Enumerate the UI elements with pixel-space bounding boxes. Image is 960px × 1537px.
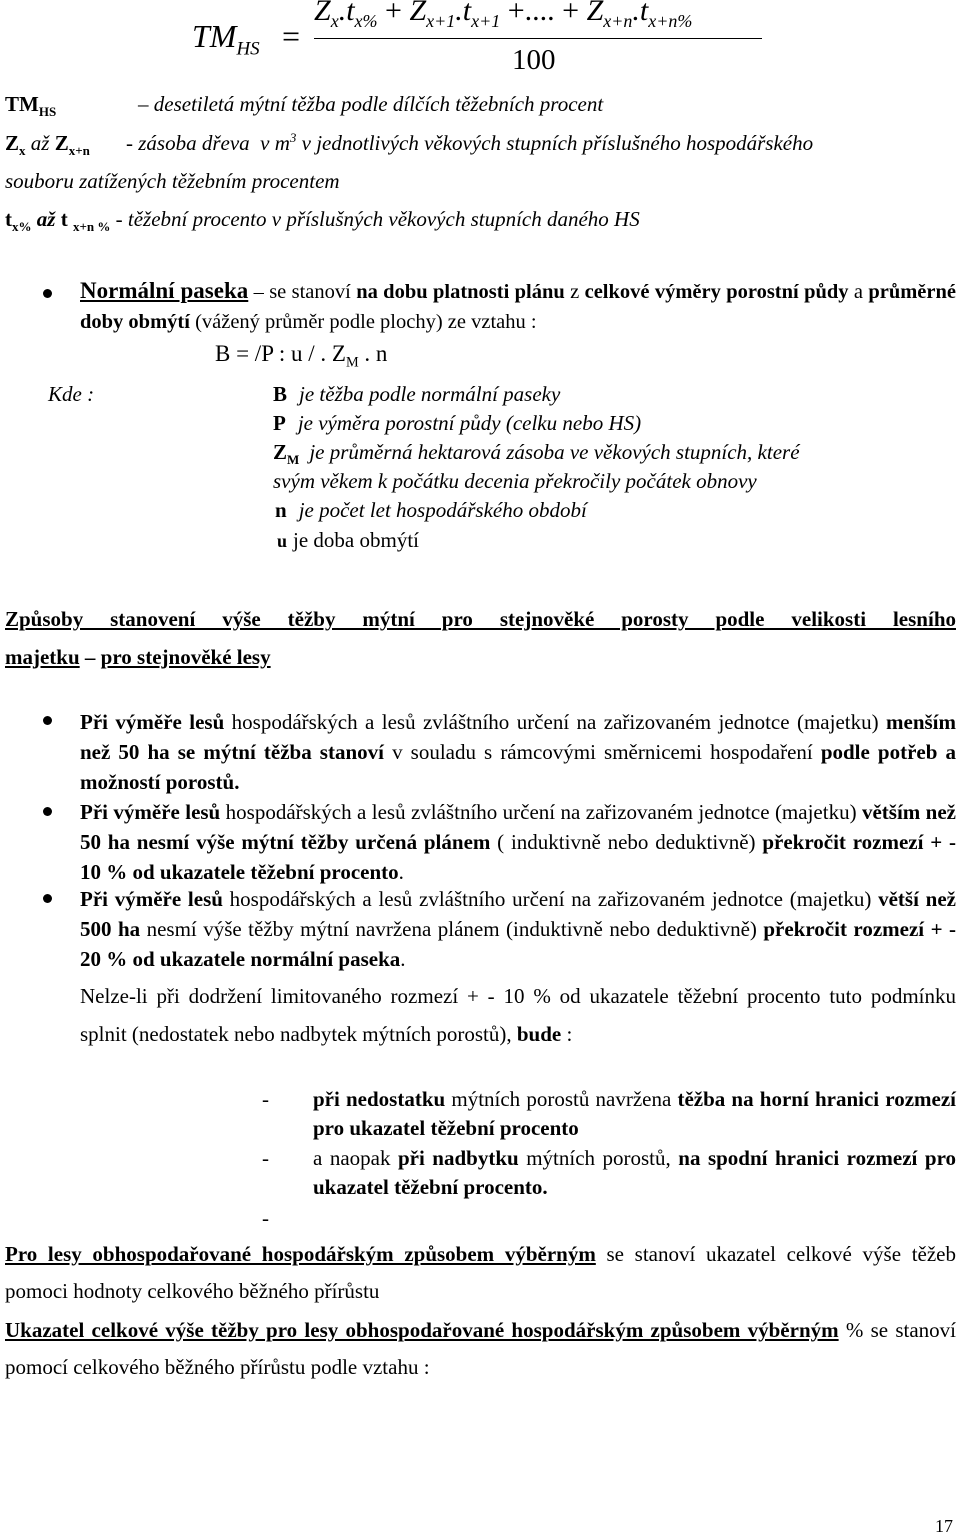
def-t-desc: - těžební procento v příslušných věkových stupních daného HS — [110, 207, 640, 231]
num-z1-sub: x — [330, 11, 339, 31]
kde-item-p — [273, 411, 641, 436]
def-z-b-sub: x+n — [68, 143, 90, 159]
bullet1-b1: Při výměře lesů — [80, 710, 225, 734]
formula-numerator — [314, 0, 693, 31]
num-plus: + — [377, 0, 410, 27]
def-t-b-sub: x+n % — [72, 219, 111, 235]
dash1-t1: mýtních porostů navržena — [445, 1087, 678, 1111]
def-z-b: Z — [54, 131, 69, 155]
section-heading-line1: Způsoby stanovení výše těžby mýtní pro stejnověké porosty podle velikosti lesního — [5, 607, 956, 631]
bullet2-t3: . — [398, 860, 404, 884]
num-t1: .t — [338, 0, 355, 27]
vyber-text: se stanoví ukazatel celkové výše těžeb pomoci hodnoty celkového běžného přírůstu — [5, 1242, 956, 1303]
dash2-b2: na spodní hranici rozmezí pro ukazatel těžební procento. — [313, 1146, 957, 1199]
kde-sym-u: u — [277, 531, 288, 551]
num-t2-sub: x+1 — [471, 11, 501, 31]
def-t-label — [5, 207, 640, 235]
bullet1-t2: v souladu s rámcovými směrnicemi hospodaření — [383, 740, 821, 764]
ukazatel-paragraph — [5, 1312, 956, 1386]
dash-item — [262, 1085, 956, 1143]
bullet2-b1: Při výměře lesů — [80, 800, 221, 824]
fraction-bar — [314, 38, 762, 39]
dash1-b2: těžba na horní hranici rozmezí pro ukazatel těžební procento — [313, 1087, 956, 1140]
def-tm-symbol: TM — [5, 92, 39, 116]
vyber-paragraph — [5, 1236, 956, 1310]
np-b2: celkové výměry porostní půdy — [584, 281, 849, 303]
kde-text-b: je těžba podle normální paseky — [299, 382, 561, 406]
def-tm-label — [5, 92, 57, 120]
formula-lhs — [192, 18, 260, 60]
bullet1-b3: podle potřeb a možností porostů — [80, 740, 956, 794]
bullet-icon — [43, 289, 52, 298]
def-z-label — [5, 131, 90, 159]
formula-lhs-sub: HS — [236, 38, 260, 60]
kde-sym-p: P — [273, 411, 286, 435]
np-formula-a: B = /P : u / . Z — [215, 341, 346, 366]
bullet-item — [80, 707, 956, 797]
np-formula-sub: M — [345, 354, 359, 371]
num-z3: Z — [586, 0, 604, 27]
nelze-t1: Nelze-li při dodržení limitovaného rozmezí + - 10 % od ukazatele těžební procento tuto podmínku splnit (nedostatek nebo nadbytek mýtních porostů), — [80, 984, 956, 1046]
kde-text-zm: je průměrná hektarová zásoba ve věkových stupních, které — [309, 440, 800, 464]
def-t-mid: až — [31, 207, 61, 231]
bullet1-t3: . — [234, 770, 240, 794]
num-z2: Z — [409, 0, 427, 27]
vyber-heading: Pro lesy obhospodařované hospodářským způsobem výběrným — [5, 1242, 596, 1266]
section-heading-dash: – — [79, 645, 101, 669]
num-t3-sub: x+n% — [648, 11, 693, 31]
bullet3-t1: hospodářských a lesů zvláštního určení na zařizovaném jednotce (majetku) — [222, 887, 879, 911]
num-z3-sub: x+n — [603, 11, 633, 31]
np-formula-b: . n — [358, 341, 388, 366]
section-heading — [5, 600, 956, 676]
bullet2-t1: hospodářských a lesů zvláštního určení na zařizovaném jednotce (majetku) — [220, 800, 862, 824]
kde-sym-zm: Z — [273, 440, 288, 464]
num-t1-sub: x% — [354, 11, 378, 31]
kde-item-n — [275, 498, 587, 523]
def-t-a: t — [5, 207, 12, 231]
def-t-b: t — [60, 207, 73, 231]
bullet3-b3: překročit rozmezí + - 20 % od ukazatele normální paseka — [80, 917, 957, 971]
num-z2-sub: x+1 — [426, 11, 456, 31]
formula-denominator: 100 — [512, 44, 556, 76]
dash-mark: - — [262, 1206, 269, 1230]
np-b3: průměrné doby obmýtí — [80, 281, 957, 333]
def-tm-sub: HS — [38, 104, 57, 120]
bullet3-b1: Při výměře lesů — [80, 887, 223, 911]
def-z-a: Z — [5, 131, 20, 155]
bullet-icon — [43, 807, 52, 816]
bullet1-t1: hospodářských a lesů zvláštního určení na zařizovaném jednotce (majetku) — [224, 710, 886, 734]
def-z-desc-2: v jednotlivých věkových stupních příslušného hospodářského — [296, 131, 814, 155]
nelze-t2: : — [561, 1022, 573, 1046]
np-b1: na dobu platnosti plánu — [356, 281, 565, 303]
bullet-icon — [43, 716, 52, 725]
normal-paseka-formula — [215, 341, 388, 371]
np-t1: – se stanoví — [248, 281, 357, 303]
def-z-desc-cont: souboru zatížených těžebním procentem — [5, 169, 340, 193]
dash1-b1: při nedostatku — [313, 1087, 446, 1111]
formula-lhs-symbol: TM — [192, 18, 237, 54]
normal-paseka-block — [80, 276, 956, 337]
def-z-desc — [126, 131, 813, 156]
kde-label: Kde : — [48, 382, 95, 406]
bullet3-t2: nesmí výše těžby mýtní navržena plánem (induktivně nebo deduktivně) — [140, 917, 764, 941]
kde-text-n: je počet let hospodářského období — [298, 498, 587, 522]
bullet-item — [80, 797, 956, 887]
np-t2: z — [564, 281, 585, 303]
bullet2-b3: překročit rozmezí + - 10 % od ukazatele těžební procento — [80, 830, 956, 884]
bullet2-t2: ( induktivně nebo deduktivně) — [490, 830, 763, 854]
def-t-a-sub: x% — [12, 219, 32, 235]
bullet-icon — [43, 894, 52, 903]
num-ellipsis: +.... + — [500, 0, 587, 27]
np-t3: a — [848, 281, 869, 303]
formula-equals: = — [282, 18, 301, 54]
nelze-paragraph — [80, 977, 956, 1053]
dash-mark: - — [262, 1146, 269, 1170]
kde-sym-zm-sub: M — [287, 452, 300, 468]
bullet1-b2: menším než 50 ha se mýtní těžba stanoví — [80, 710, 956, 764]
tm-formula — [190, 0, 790, 90]
kde-sym-n: n — [275, 498, 287, 522]
def-z-desc-1: - zásoba dřeva v m — [126, 131, 290, 155]
bullet3-t3: . — [400, 947, 406, 971]
def-z-mid: až — [25, 131, 55, 155]
bullet-item — [80, 884, 956, 974]
def-z-a-sub: x — [19, 143, 26, 159]
nelze-bude: bude — [516, 1022, 562, 1046]
np-t4: (vážený průměr podle plochy) ze vztahu : — [189, 311, 537, 333]
num-t2: .t — [455, 0, 472, 27]
num-t3: .t — [632, 0, 649, 27]
section-heading-lesy: pro stejnověké lesy — [100, 645, 271, 669]
section-heading-majetku: majetku — [5, 645, 80, 669]
ukazatel-heading: Ukazatel celkové výše těžby pro lesy obhospodařované hospodářským způsobem výběrným — [5, 1318, 839, 1342]
kde-text-zm-cont: svým věkem k počátku decenia překročily počátek obnovy — [273, 469, 757, 493]
kde-sym-b: B — [273, 382, 288, 406]
def-tm-desc: – desetiletá mýtní těžba podle dílčích těžebních procent — [138, 92, 604, 116]
num-z1: Z — [314, 0, 331, 27]
dash2-b1: při nadbytku — [397, 1146, 519, 1170]
dash-item — [262, 1144, 956, 1202]
kde-item-u — [277, 528, 419, 553]
page-number: 17 — [935, 1516, 953, 1536]
bullet3-b2: větší než 500 ha — [80, 887, 956, 941]
kde-text-u: je doba obmýtí — [293, 528, 419, 552]
dash2-t0: a naopak — [313, 1146, 398, 1170]
bullet2-b2: větším než 50 ha nesmí výše mýtní těžby určená plánem — [80, 800, 956, 854]
kde-item-b — [273, 382, 560, 407]
kde-item-zm — [273, 440, 800, 468]
ukazatel-text: % se stanoví pomocí celkového běžného přírůstu podle vztahu : — [5, 1318, 956, 1379]
normal-paseka-title: Normální paseka — [80, 278, 249, 303]
dash2-t1: mýtních porostů, — [518, 1146, 679, 1170]
def-z-desc-sup: 3 — [289, 130, 297, 145]
dash-mark: - — [262, 1087, 269, 1111]
kde-text-p: je výměra porostní půdy (celku nebo HS) — [297, 411, 642, 435]
